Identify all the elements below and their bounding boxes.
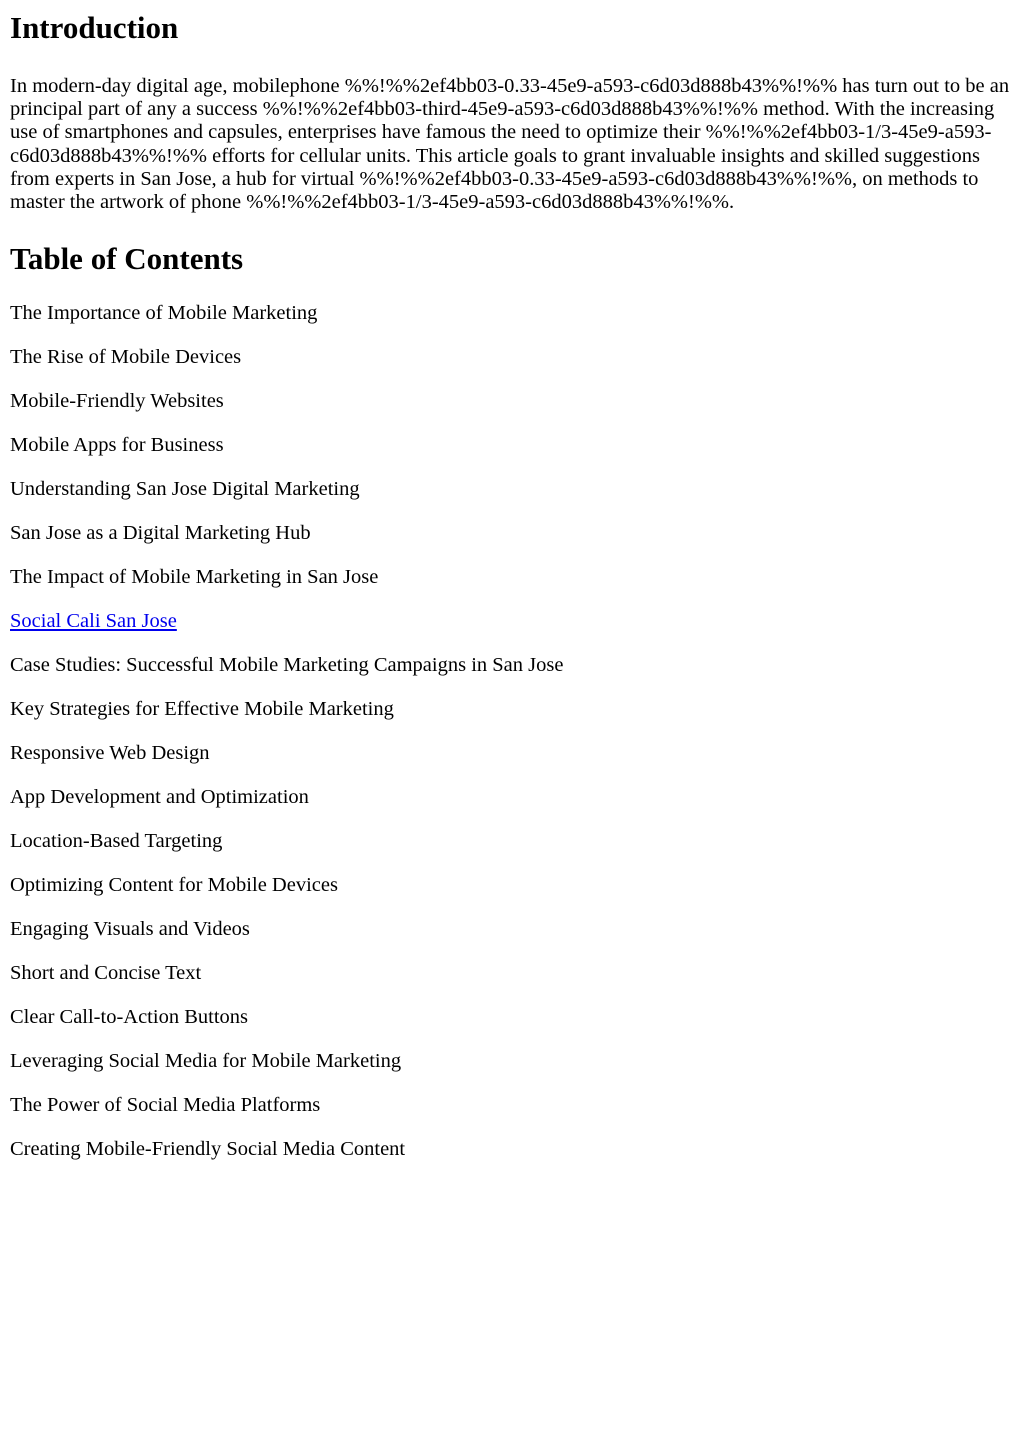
toc-item-case-studies: Case Studies: Successful Mobile Marketing Campaigns in San Jose — [10, 654, 564, 677]
toc-item-engaging-visuals: Engaging Visuals and Videos — [10, 918, 250, 941]
toc-item-location-based-targeting: Location-Based Targeting — [10, 830, 223, 853]
toc-item-mobile-apps-for-business: Mobile Apps for Business — [10, 434, 224, 457]
toc-item-call-to-action-buttons: Clear Call-to-Action Buttons — [10, 1006, 248, 1029]
toc-item-understanding-san-jose-digital-marketing: Understanding San Jose Digital Marketing — [10, 478, 360, 501]
toc-item-importance-of-mobile-marketing: The Importance of Mobile Marketing — [10, 302, 318, 325]
toc-item-mobile-friendly-social-content: Creating Mobile-Friendly Social Media Content — [10, 1138, 406, 1161]
toc-item-impact-of-mobile-marketing: The Impact of Mobile Marketing in San Jose — [10, 566, 379, 589]
social-cali-san-jose-link[interactable]: Social Cali San Jose — [10, 610, 177, 633]
table-of-contents — [10, 301, 1014, 1181]
toc-item-mobile-friendly-websites: Mobile-Friendly Websites — [10, 390, 224, 413]
intro-paragraph: In modern-day digital age, mobilephone %%!%%2ef4bb03-0.33-45e9-a593-c6d03d888b43%%!%% has turn out to be an principal part of any a success %%!%%2ef4bb03-third-45e9-a593-c6d03d888b43%%!%% method. With the increasing use of smartphones and capsules, enterprises have famous the need to optimize their %%!%%2ef4bb03-1/3-45e9-a593-c6d03d888b43%%!%% efforts for cellular units. This article goals to grant invaluable insights and skilled suggestions from experts in San Jose, a hub for virtual %%!%%2ef4bb03-0.33-45e9-a593-c6d03d888b43%%!%%, on methods to master the artwork of phone %%!%%2ef4bb03-1/3-45e9-a593-c6d03d888b43%%!%%. — [10, 75, 1010, 214]
toc-item-key-strategies: Key Strategies for Effective Mobile Marketing — [10, 698, 394, 721]
toc-item-rise-of-mobile-devices: The Rise of Mobile Devices — [10, 346, 242, 369]
toc-item-social-cali-san-jose — [10, 609, 1014, 653]
toc-item-app-development: App Development and Optimization — [10, 786, 309, 809]
toc-heading: Table of Contents — [10, 241, 244, 277]
toc-item-san-jose-digital-marketing-hub: San Jose as a Digital Marketing Hub — [10, 522, 311, 545]
toc-item-optimizing-content: Optimizing Content for Mobile Devices — [10, 874, 338, 897]
toc-item-leveraging-social-media: Leveraging Social Media for Mobile Marketing — [10, 1050, 402, 1073]
toc-item-power-of-social-media: The Power of Social Media Platforms — [10, 1094, 321, 1117]
intro-heading: Introduction — [10, 10, 179, 45]
toc-item-short-concise-text: Short and Concise Text — [10, 962, 202, 985]
toc-item-responsive-web-design: Responsive Web Design — [10, 742, 210, 765]
